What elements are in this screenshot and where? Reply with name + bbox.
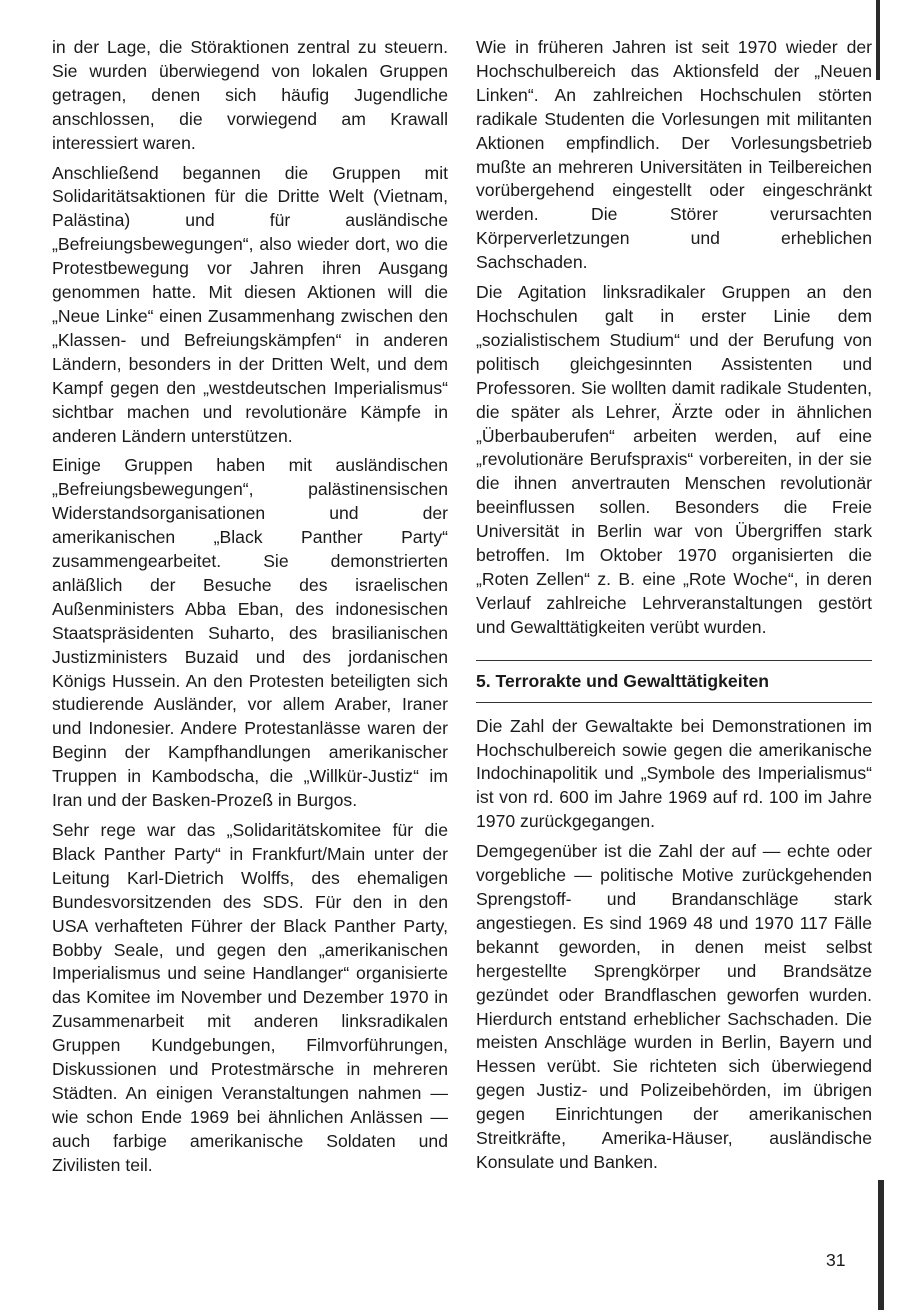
paragraph: Anschließend begannen die Gruppen mit Solidaritätsaktionen für die Dritte Welt (Vietnam, Palästina) und für ausländische „Befreiungsbewegungen“, also wieder dort, wo die Protestbewegung vor Jahren ihren Ausgang genommen hatte. Mit diesen Aktionen will die „Neue Linke“ einen Zusammenhang zwischen den „Klassen- und Befreiungskämpfen“ in anderen Ländern, besonders in der Dritten Welt, und dem Kampf gegen den „westdeutschen Imperialismus“ sichtbar machen und revolutionäre Kämpfe in anderen Ländern unterstützen.: [52, 162, 448, 446]
paragraph: Wie in früheren Jahren ist seit 1970 wieder der Hochschulbereich das Aktionsfeld der „Neuen Linken“. An zahlreichen Hochschulen störten radikale Studenten die Vorlesungen mit militanten Aktionen empfindlich. Der Vorlesungsbetrieb mußte an mehreren Universitäten in Teilbereichen vorübergehend eingestellt oder eingeschränkt werden. Die Störer verursachten Körperverletzungen und erheblichen Sachschaden.: [476, 37, 872, 273]
scan-edge-mark: [876, 0, 880, 80]
page-number: 31: [826, 1250, 846, 1270]
section-heading: 5. Terrorakte und Gewalttätigkeiten: [476, 670, 769, 691]
paragraph: Sehr rege war das „Solidaritätskomitee für die Black Panther Party“ in Frankfurt/Main unter der Leitung Karl-Dietrich Wolffs, des ehemaligen Bundesvorsitzenden des SDS. Für den in den USA verhafteten Führer der Black Panther Party, Bobby Seale, und gegen den „amerikanischen Imperialismus und seine Handlanger“ organisierte das Komitee im November und Dezember 1970 in Zusammenarbeit mit anderen linksradikalen Gruppen Kundgebungen, Filmvorführungen, Diskussionen und Protestmärsche in mehreren Städten. An einigen Veranstaltungen nahmen — wie schon Ende 1969 bei ähnlichen Anlässen — auch farbige amerikanische Soldaten und Zivilisten teil.: [52, 820, 448, 1175]
left-column: [52, 36, 448, 1184]
paragraph: Die Zahl der Gewaltakte bei Demonstrationen im Hochschulbereich sowie gegen die amerikanische Indochinapolitik und „Symbole des Imperialismus“ ist von rd. 600 im Jahre 1969 auf rd. 100 im Jahre 1970 zurückgegangen.: [476, 715, 872, 832]
section-divider-top: [476, 660, 872, 661]
right-column: [476, 36, 872, 1181]
paragraph: Demgegenüber ist die Zahl der auf — echte oder vorgebliche — politische Motive zurückgehenden Sprengstoff- und Brandanschläge stark angestiegen. Es sind 1969 48 und 1970 117 Fälle bekannt geworden, in denen meist selbst hergestellte Sprengkörper und Brandsätze gezündet oder Brandflaschen geworfen wurden. Hierdurch entstand erheblicher Sachschaden. Die meisten Anschläge wurden in Berlin, Bayern und Hessen verübt. Sie richteten sich überwiegend gegen Justiz- und Polizeibehörden, im übrigen gegen Einrichtungen der amerikanischen Streitkräfte, Amerika-Häuser, ausländische Konsulate und Banken.: [476, 841, 872, 1172]
paragraph: in der Lage, die Störaktionen zentral zu steuern. Sie wurden überwiegend von lokalen Gruppen getragen, denen sich häufig Jugendliche anschlossen, die vorwiegend am Krawall interessiert waren.: [52, 37, 448, 153]
section-divider-bottom: [476, 702, 872, 703]
scan-edge-mark: [878, 1180, 884, 1310]
paragraph: Die Agitation linksradikaler Gruppen an den Hochschulen galt in erster Linie dem „sozialistischem Studium“ und der Berufung von politisch gleichgesinnten Assistenten und Professoren. Sie wollten damit radikale Studenten, die später als Lehrer, Ärzte oder in ähnlichen „Überbauberufen“ arbeiten werden, auf eine „revolutionäre Berufspraxis“ vorbereiten, in der sie die ihnen anvertrauten Menschen revolutionär beeinflussen sollen. Besonders die Freie Universität in Berlin war von Übergriffen stark betroffen. Im Oktober 1970 organisierten die „Roten Zellen“ z. B. eine „Rote Woche“, in deren Verlauf zahlreiche Lehrveranstaltungen gestört und Gewalttätigkeiten verübt wurden.: [476, 282, 872, 637]
paragraph: Einige Gruppen haben mit ausländischen „Befreiungsbewegungen“, palästinensischen Widerstandsorganisationen und der amerikanischen „Black Panther Party“ zusammengearbeitet. Sie demonstrierten anläßlich der Besuche des israelischen Außenministers Abba Eban, des indonesischen Staatspräsidenten Suharto, des brasilianischen Justizministers Buzaid und des jordanischen Königs Hussein. An den Protesten beteiligten sich studierende Ausländer, vor allem Araber, Iraner und Indonesier. Andere Protestanlässe waren der Beginn der Kampfhandlungen amerikanischer Truppen in Kambodscha, die „Willkür-Justiz“ im Iran und der Basken-Prozeß in Burgos.: [52, 455, 448, 811]
